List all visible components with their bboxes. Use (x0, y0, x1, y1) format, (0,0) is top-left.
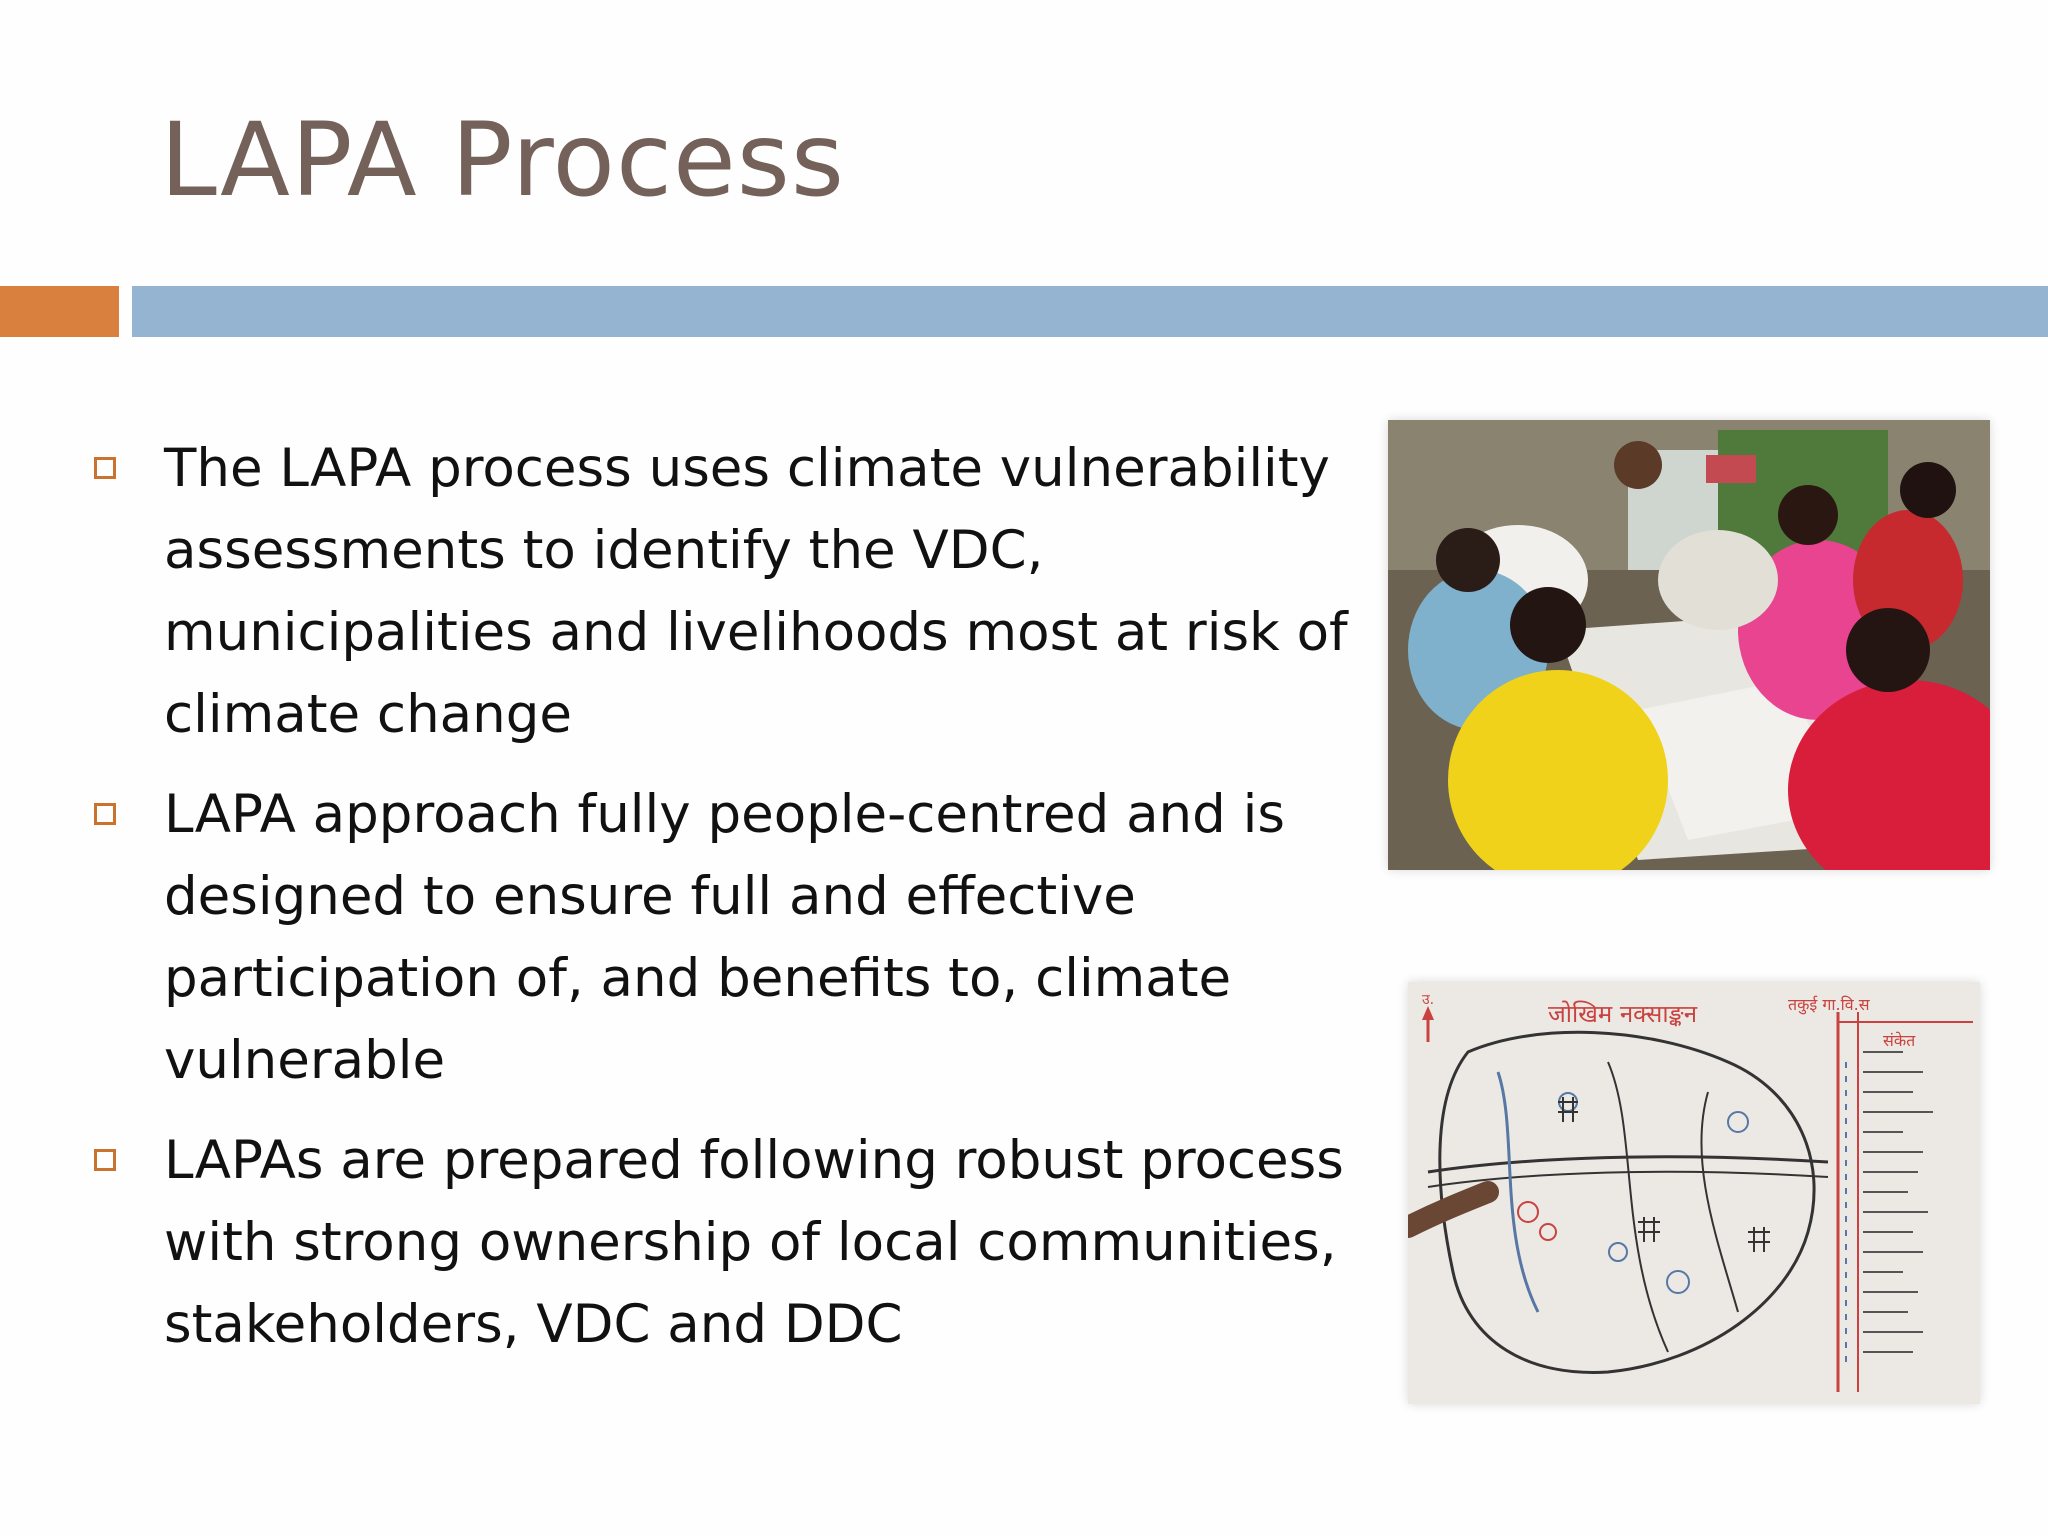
title-accent-bar (0, 286, 119, 337)
photo-icon (1388, 420, 1990, 870)
map-corner-label: तकुई गा.वि.स (1788, 995, 1870, 1014)
workshop-photo (1388, 420, 1990, 870)
map-icon (1408, 982, 1980, 1404)
title-rule-bar (132, 286, 2048, 337)
map-north-label: उ. (1422, 992, 1435, 1008)
slide-title: LAPA Process (160, 101, 846, 220)
bullet-item (90, 428, 1360, 756)
bullet-text: The LAPA process uses climate vulnerability assessments to identify the VDC, municipalities and livelihoods most at risk of climate change (164, 438, 1348, 745)
bullet-list (90, 428, 1360, 1384)
map-legend-heading: संकेत (1883, 1031, 1916, 1050)
square-bullet-icon (94, 1149, 116, 1171)
square-bullet-icon (94, 803, 116, 825)
square-bullet-icon (94, 457, 116, 479)
bullet-item (90, 774, 1360, 1102)
bullet-text: LAPA approach fully people-centred and is designed to ensure full and effective participation of, and benefits to, climate vulnerable (164, 784, 1285, 1091)
bullet-text: LAPAs are prepared following robust process with strong ownership of local communities, stakeholders, VDC and DDC (164, 1130, 1344, 1355)
bullet-item (90, 1120, 1360, 1366)
map-title-label: जोखिम नक्साङ्कन (1548, 1000, 1698, 1028)
hazard-map-photo (1408, 982, 1980, 1404)
